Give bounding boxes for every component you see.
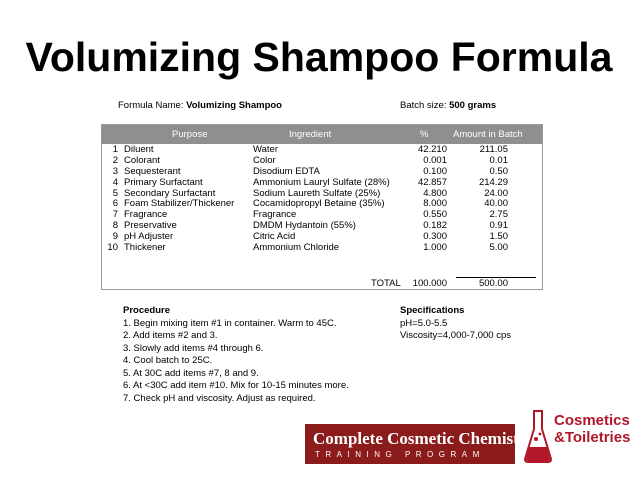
row-ingredient: Fragrance — [253, 209, 297, 221]
specifications-heading: Specifications — [400, 305, 465, 316]
row-number: 8 — [112, 220, 118, 232]
procedure-heading: Procedure — [123, 305, 170, 316]
row-amount: 1.50 — [489, 231, 508, 243]
row-percent: 0.550 — [423, 209, 447, 221]
spec-item: pH=5.0-5.5 — [400, 317, 448, 329]
formula-name-label: Formula Name: — [118, 100, 184, 111]
row-number: 5 — [112, 187, 118, 199]
table-row — [102, 178, 542, 189]
procedure-step: 6. At <30C add item #10. Mix for 10-15 minutes more. — [123, 380, 349, 391]
procedure-step: 2. Add items #2 and 3. — [123, 330, 218, 341]
row-number: 10 — [107, 242, 118, 254]
row-percent: 0.182 — [423, 220, 447, 232]
row-number: 9 — [112, 231, 118, 243]
row-purpose: Preservative — [124, 220, 177, 232]
header-amount: Amount in Batch — [453, 129, 523, 140]
total-label: TOTAL — [371, 278, 401, 289]
row-ingredient: Water — [253, 144, 278, 155]
row-percent: 4.800 — [423, 187, 447, 199]
procedure-step: 4. Cool batch to 25C. — [123, 355, 213, 366]
row-number: 3 — [112, 165, 118, 177]
batch-size-label: Batch size: — [400, 100, 447, 111]
row-ingredient: Cocamidopropyl Betaine (35%) — [253, 198, 385, 210]
row-percent: 0.300 — [423, 231, 447, 243]
formula-table — [101, 124, 543, 290]
procedure-step: 1. Begin mixing item #1 in container. Warm to 45C. — [123, 317, 337, 329]
row-amount: 214.29 — [478, 176, 508, 188]
row-ingredient: Citric Acid — [253, 231, 296, 243]
row-purpose: Fragrance — [124, 209, 168, 221]
row-purpose: Colorant — [124, 154, 160, 166]
row-number: 4 — [112, 176, 118, 188]
row-purpose: Thickener — [124, 242, 166, 254]
formula-name — [118, 100, 282, 111]
training-program-banner — [305, 424, 519, 464]
table-body — [102, 145, 542, 254]
row-number: 2 — [112, 154, 118, 166]
procedure-step: 5. At 30C add items #7, 8 and 9. — [123, 367, 259, 379]
row-number: 1 — [112, 144, 118, 155]
row-purpose: Secondary Surfactant — [124, 187, 216, 199]
logo-line-2: &Toiletries — [554, 429, 631, 446]
row-purpose: Primary Surfactant — [124, 176, 203, 188]
row-purpose: Sequesterant — [124, 165, 181, 177]
row-amount: 40.00 — [484, 198, 508, 210]
table-row — [102, 243, 542, 254]
cosmetics-toiletries-logo — [554, 412, 630, 446]
row-amount: 2.75 — [489, 209, 508, 221]
header-ingredient: Ingredient — [289, 129, 332, 140]
table-header — [102, 125, 542, 144]
row-ingredient: Sodium Laureth Sulfate (25%) — [253, 187, 381, 199]
table-row — [102, 145, 542, 156]
header-purpose: Purpose — [172, 129, 208, 140]
logo-line-1: Cosmetics — [554, 412, 630, 429]
batch-size-value: 500 grams — [449, 100, 497, 111]
total-percent: 100.000 — [412, 278, 447, 289]
procedure — [123, 305, 349, 405]
page-title: Volumizing Shampoo Formula — [25, 34, 613, 80]
row-percent: 42.210 — [417, 144, 447, 155]
row-percent: 0.001 — [423, 154, 447, 166]
header-percent: % — [420, 129, 429, 140]
formula-name-value: Volumizing Shampoo — [186, 100, 282, 111]
row-percent: 0.100 — [423, 165, 447, 177]
row-percent: 8.000 — [423, 198, 447, 210]
row-amount: 0.91 — [489, 220, 508, 232]
row-purpose: pH Adjuster — [124, 231, 174, 243]
total-amount: 500.00 — [478, 278, 508, 289]
row-percent: 1.000 — [423, 242, 447, 254]
row-amount: 211.05 — [479, 144, 508, 155]
row-ingredient: Disodium EDTA — [253, 165, 320, 177]
row-percent: 42.857 — [417, 176, 447, 188]
row-number: 7 — [112, 209, 118, 221]
row-ingredient: Ammonium Lauryl Sulfate (28%) — [253, 176, 390, 188]
flask-icon — [523, 409, 553, 464]
row-number: 6 — [112, 198, 118, 210]
banner-subtitle: TRAINING PROGRAM — [315, 450, 485, 459]
row-ingredient: Color — [253, 154, 276, 166]
row-purpose: Foam Stabilizer/Thickener — [124, 198, 235, 210]
procedure-step: 3. Slowly add items #4 through 6. — [123, 342, 264, 354]
row-purpose: Diluent — [124, 144, 154, 155]
row-amount: 0.50 — [489, 165, 508, 177]
banner-title: Complete Cosmetic Chemist — [313, 429, 519, 448]
batch-size — [400, 100, 496, 111]
row-amount: 0.01 — [489, 154, 508, 166]
spec-item: Viscosity=4,000-7,000 cps — [400, 330, 511, 341]
procedure-step: 7. Check pH and viscosity. Adjust as required. — [123, 392, 316, 404]
table-row — [102, 199, 542, 210]
row-ingredient: Ammonium Chloride — [253, 242, 340, 254]
row-ingredient: DMDM Hydantoin (55%) — [253, 220, 356, 232]
specifications — [400, 305, 511, 343]
row-amount: 5.00 — [489, 242, 508, 254]
total-row — [102, 278, 542, 289]
row-amount: 24.00 — [484, 187, 508, 199]
